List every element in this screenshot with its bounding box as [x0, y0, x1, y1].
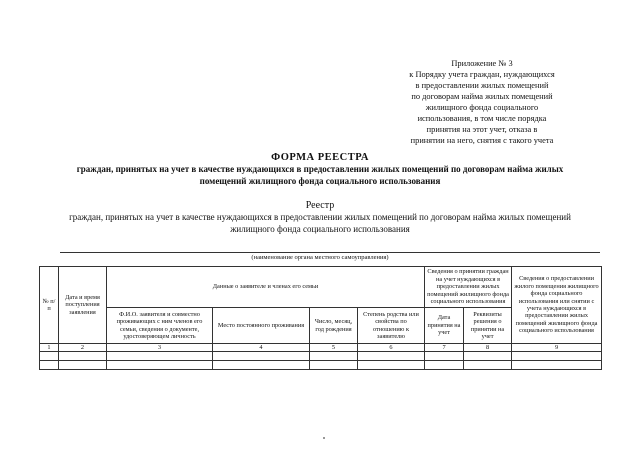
header-date: Дата и время поступления заявления	[59, 267, 107, 344]
column-number: 1	[40, 344, 59, 352]
header-kinship: Степень родства или свойства по отношению к заявителю	[358, 308, 425, 344]
header-applicant-group: Данные о заявителе и членах его семьи	[107, 267, 425, 308]
column-number: 4	[213, 344, 310, 352]
table-cell	[213, 361, 310, 370]
header-fio: Ф.И.О. заявителя и совместно проживающих с ним членов его семьи, сведения о документе, удостоверяющем личность	[107, 308, 213, 344]
table-row	[40, 361, 602, 370]
table-cell	[59, 361, 107, 370]
column-number: 3	[107, 344, 213, 352]
table-cell	[40, 361, 59, 370]
table-cell	[40, 352, 59, 361]
column-number: 6	[358, 344, 425, 352]
scan-speck	[323, 437, 325, 439]
header-birth: Число, месяц, год рождения	[310, 308, 358, 344]
column-number: 5	[310, 344, 358, 352]
table-cell	[107, 361, 213, 370]
appendix-line: к Порядку учета граждан, нуждающихся	[409, 70, 555, 79]
header-acceptance-date: Дата принятия на учет	[425, 308, 464, 344]
appendix-line: Приложение № 3	[451, 59, 513, 68]
table-cell	[512, 352, 602, 361]
column-number: 8	[464, 344, 512, 352]
table-cell	[213, 352, 310, 361]
column-number: 2	[59, 344, 107, 352]
header-num: № п/п	[40, 267, 59, 344]
form-subtitle: граждан, принятых на учет в качестве нуждающихся в предоставлении жилых помещений по договорам найма жилых помещений жилищного фонда социального использования	[76, 164, 564, 186]
table-cell	[107, 352, 213, 361]
org-caption: (наименование органа местного самоуправления)	[251, 254, 389, 261]
form-title: ФОРМА РЕЕСТРА	[271, 152, 369, 163]
table-cell	[425, 352, 464, 361]
register-title: Реестр	[305, 200, 335, 211]
register-subtitle: граждан, принятых на учет в качестве нуждающихся в предоставлении жилых помещений по договорам найма жилых помещений жилищного фонда социального использования	[69, 212, 571, 234]
table-cell	[358, 352, 425, 361]
table-cell	[310, 352, 358, 361]
appendix-block	[372, 58, 592, 146]
appendix-line: жилищного фонда социального	[425, 103, 539, 112]
header-residence: Место постоянного проживания	[213, 308, 310, 344]
appendix-line: использования, в том числе порядка	[417, 114, 547, 123]
header-acceptance-group: Сведения о принятии граждан на учет нуждающихся в предоставлении жилых помещений жилищного фонда социального использования	[425, 267, 512, 308]
appendix-line: по договорам найма жилых помещений	[411, 92, 553, 101]
table-cell	[464, 361, 512, 370]
table-cell	[310, 361, 358, 370]
appendix-line: в предоставлении жилых помещений	[415, 81, 549, 90]
org-name-line	[60, 252, 600, 253]
column-number: 7	[425, 344, 464, 352]
table-cell	[358, 361, 425, 370]
column-number-row	[40, 344, 602, 352]
header-acceptance-details: Реквизиты решения о принятии на учет	[464, 308, 512, 344]
column-number: 9	[512, 344, 602, 352]
appendix-line: принятия на этот учет, отказа в	[426, 125, 538, 134]
table-cell	[464, 352, 512, 361]
table-cell	[512, 361, 602, 370]
table-row	[40, 352, 602, 361]
register-table	[39, 266, 602, 370]
table-cell	[59, 352, 107, 361]
table-cell	[425, 361, 464, 370]
header-provision: Сведения о предоставлении жилого помещения жилищного фонда социального использования или снятии с учета нуждающихся в предоставлении жилых помещений жилищного фонда социального использования	[512, 267, 602, 344]
appendix-line: принятии на него, снятия с такого учета	[410, 136, 554, 145]
